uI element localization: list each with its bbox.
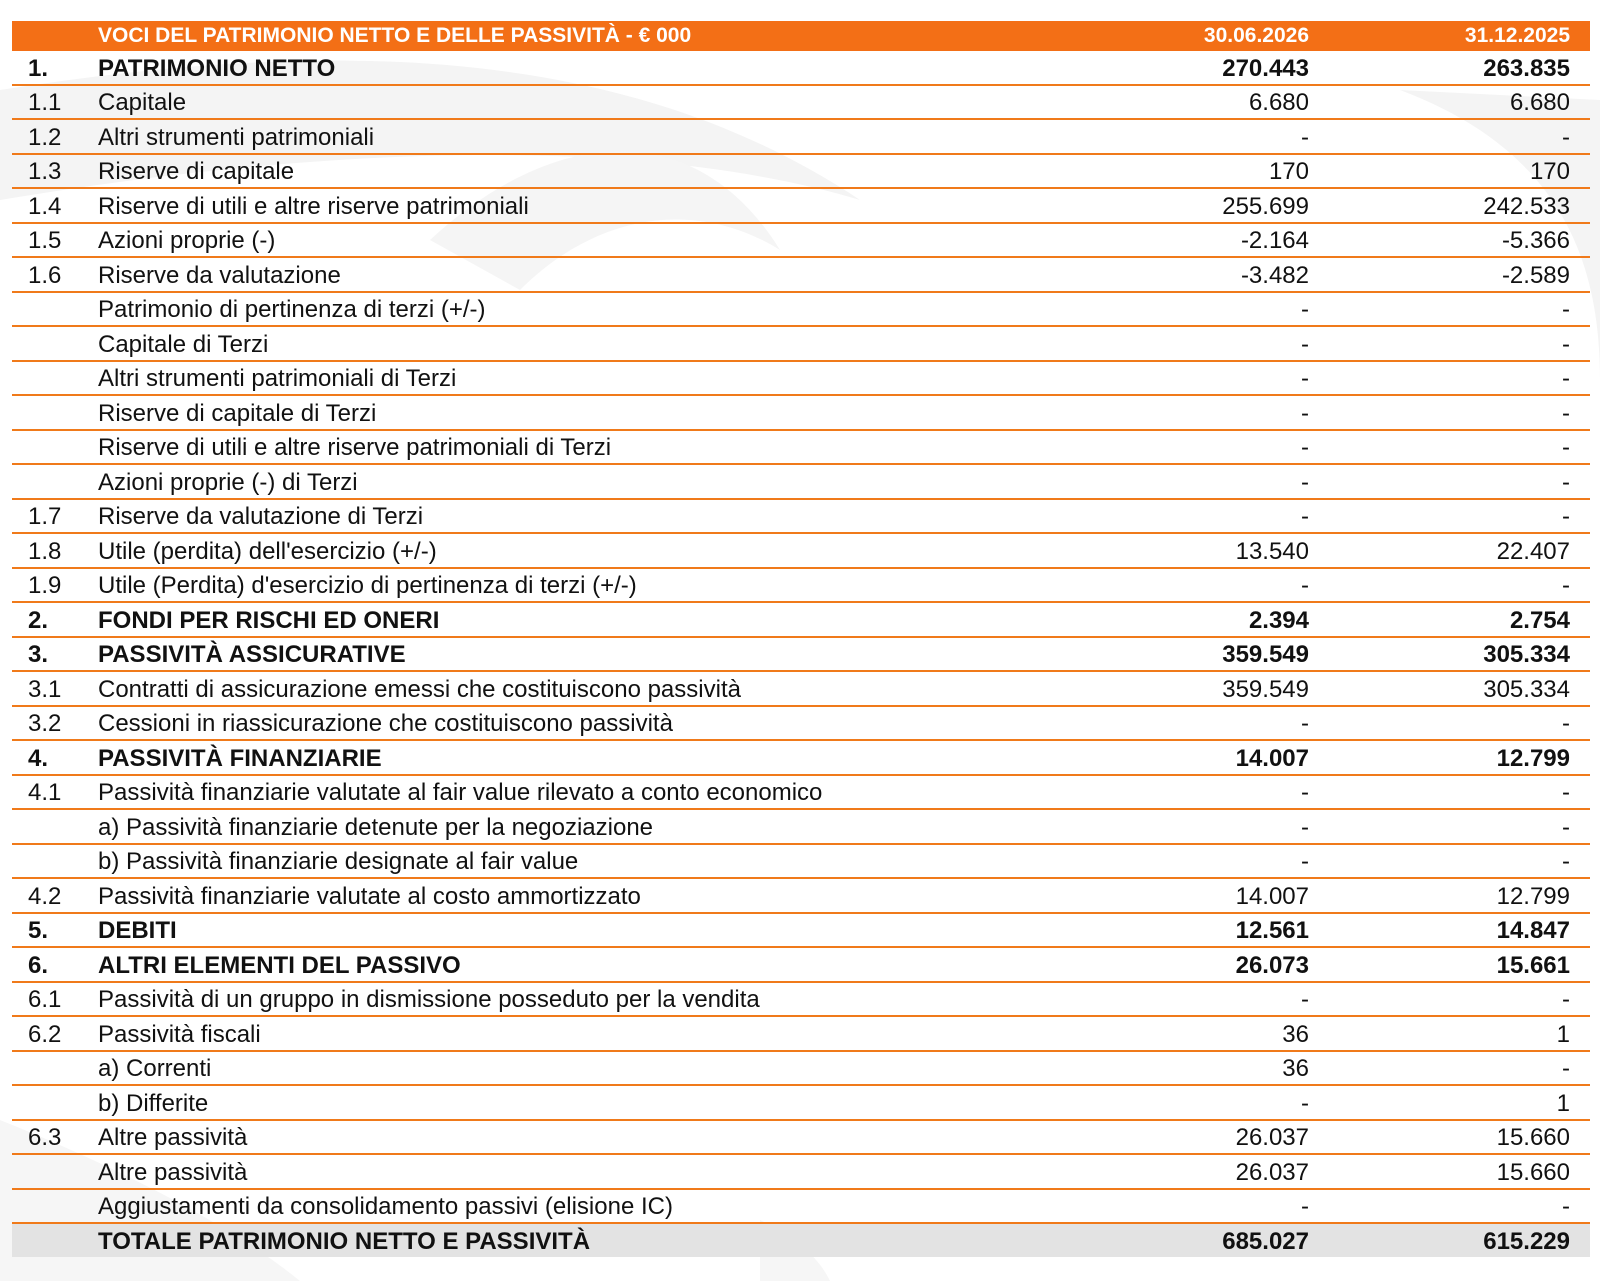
row-code: 3. [12,637,98,672]
row-value-2026: 13.540 [1070,533,1329,568]
row-value-2025: - [1329,119,1590,154]
row-value-2025: - [1329,361,1590,396]
row-label: Utile (perdita) dell'esercizio (+/-) [98,533,1070,568]
row-code: 1.9 [12,568,98,603]
row-label: Riserve di utili e altre riserve patrimoniali di Terzi [98,430,1070,465]
row-value-2026: 359.549 [1070,671,1329,706]
table-row [12,1120,1590,1155]
row-code [12,1189,98,1224]
row-code [12,809,98,844]
row-value-2025: 22.407 [1329,533,1590,568]
row-value-2025: 1 [1329,1085,1590,1120]
table-row [12,568,1590,603]
row-value-2025: - [1329,844,1590,879]
row-code: 6.2 [12,1016,98,1051]
row-value-2025: - [1329,1051,1590,1086]
table-row [12,257,1590,292]
row-value-2025: - [1329,568,1590,603]
row-code [12,292,98,327]
table-row [12,1154,1590,1189]
table-row [12,671,1590,706]
row-code [12,395,98,430]
table-row [12,50,1590,85]
table-row [12,430,1590,465]
row-value-2026: 14.007 [1070,878,1329,913]
table-row [12,154,1590,189]
table-row [12,740,1590,775]
row-value-2026: - [1070,1085,1329,1120]
row-code: 1.6 [12,257,98,292]
row-label: Riserve di utili e altre riserve patrimoniali [98,188,1070,223]
row-label: Riserve da valutazione [98,257,1070,292]
table-row [12,775,1590,810]
row-label: ALTRI ELEMENTI DEL PASSIVO [98,947,1070,982]
row-code: 1.1 [12,85,98,120]
row-code: 6. [12,947,98,982]
row-code: 1.4 [12,188,98,223]
table-row [12,85,1590,120]
row-label: b) Passività finanziarie designate al fair value [98,844,1070,879]
row-value-2026: - [1070,1189,1329,1224]
row-value-2026: 26.073 [1070,947,1329,982]
table-row [12,326,1590,361]
row-code: 1.5 [12,223,98,258]
row-label: Riserve di capitale di Terzi [98,395,1070,430]
table-row [12,637,1590,672]
row-value-2025: - [1329,395,1590,430]
row-label: b) Differite [98,1085,1070,1120]
row-value-2025: 15.660 [1329,1120,1590,1155]
row-value-2026: 36 [1070,1051,1329,1086]
total-row [12,1223,1590,1257]
row-code: 1.8 [12,533,98,568]
row-value-2026: 2.394 [1070,602,1329,637]
row-code [12,430,98,465]
table-row [12,533,1590,568]
row-value-2025: - [1329,430,1590,465]
row-value-2025: 305.334 [1329,637,1590,672]
table-row [12,464,1590,499]
row-value-2025: 263.835 [1329,50,1590,85]
row-value-2025: 305.334 [1329,671,1590,706]
row-value-2025: 15.660 [1329,1154,1590,1189]
row-label: Altri strumenti patrimoniali di Terzi [98,361,1070,396]
row-value-2026: - [1070,844,1329,879]
row-value-2025: 12.799 [1329,740,1590,775]
row-value-2026: 270.443 [1070,50,1329,85]
row-value-2026: - [1070,706,1329,741]
row-code [12,361,98,396]
row-value-2026: - [1070,430,1329,465]
row-value-2026: - [1070,361,1329,396]
row-value-2026: 12.561 [1070,913,1329,948]
row-value-2026: 359.549 [1070,637,1329,672]
row-value-2026: - [1070,292,1329,327]
row-label: Utile (Perdita) d'esercizio di pertinenza di terzi (+/-) [98,568,1070,603]
table-row [12,982,1590,1017]
row-value-2026: 6.680 [1070,85,1329,120]
row-label: PATRIMONIO NETTO [98,50,1070,85]
balance-sheet-table [12,21,1590,1257]
row-value-2025: 1 [1329,1016,1590,1051]
table-row [12,1051,1590,1086]
row-value-2025: - [1329,1189,1590,1224]
row-code [12,844,98,879]
row-code: 1.7 [12,499,98,534]
row-label: a) Correnti [98,1051,1070,1086]
total-value-2025: 615.229 [1329,1223,1590,1257]
row-code: 1.3 [12,154,98,189]
row-label: Passività fiscali [98,1016,1070,1051]
row-value-2026: 170 [1070,154,1329,189]
row-code [12,326,98,361]
row-label: Altre passività [98,1154,1070,1189]
row-value-2025: 6.680 [1329,85,1590,120]
row-code [12,1085,98,1120]
row-value-2026: -3.482 [1070,257,1329,292]
row-label: PASSIVITÀ ASSICURATIVE [98,637,1070,672]
header-title: VOCI DEL PATRIMONIO NETTO E DELLE PASSIVITÀ - € 000 [98,21,1070,50]
row-code: 4.1 [12,775,98,810]
table-row [12,119,1590,154]
row-value-2026: - [1070,775,1329,810]
row-value-2026: - [1070,119,1329,154]
row-value-2025: - [1329,292,1590,327]
table-row [12,361,1590,396]
row-label: DEBITI [98,913,1070,948]
row-label: Capitale [98,85,1070,120]
row-label: Aggiustamenti da consolidamento passivi (elisione IC) [98,1189,1070,1224]
total-value-2026: 685.027 [1070,1223,1329,1257]
table-row [12,499,1590,534]
row-value-2026: - [1070,326,1329,361]
row-value-2025: 170 [1329,154,1590,189]
table-row [12,1085,1590,1120]
table-row [12,188,1590,223]
table-row [12,947,1590,982]
table-row [12,844,1590,879]
row-code [12,464,98,499]
row-label: Riserve da valutazione di Terzi [98,499,1070,534]
row-value-2026: 26.037 [1070,1120,1329,1155]
row-code: 6.3 [12,1120,98,1155]
row-value-2025: - [1329,464,1590,499]
table-row [12,706,1590,741]
row-code [12,1051,98,1086]
row-value-2026: 255.699 [1070,188,1329,223]
row-value-2026: - [1070,499,1329,534]
row-label: Passività finanziarie valutate al fair value rilevato a conto economico [98,775,1070,810]
row-label: Passività di un gruppo in dismissione posseduto per la vendita [98,982,1070,1017]
table-row [12,1016,1590,1051]
table-header-row [12,21,1590,50]
row-code [12,1154,98,1189]
table-row [12,292,1590,327]
row-label: FONDI PER RISCHI ED ONERI [98,602,1070,637]
row-value-2025: 242.533 [1329,188,1590,223]
row-code: 3.2 [12,706,98,741]
row-value-2026: - [1070,395,1329,430]
row-value-2026: - [1070,464,1329,499]
row-value-2026: - [1070,568,1329,603]
row-code: 2. [12,602,98,637]
row-label: Azioni proprie (-) di Terzi [98,464,1070,499]
table-row [12,395,1590,430]
row-value-2025: - [1329,326,1590,361]
header-col-2025: 31.12.2025 [1329,21,1590,50]
row-label: Capitale di Terzi [98,326,1070,361]
row-value-2025: - [1329,982,1590,1017]
row-label: Cessioni in riassicurazione che costituiscono passività [98,706,1070,741]
row-value-2026: 14.007 [1070,740,1329,775]
row-value-2025: - [1329,809,1590,844]
row-value-2025: -5.366 [1329,223,1590,258]
table-row [12,1189,1590,1224]
row-code: 1.2 [12,119,98,154]
row-label: Azioni proprie (-) [98,223,1070,258]
row-code: 5. [12,913,98,948]
row-code: 1. [12,50,98,85]
total-label: TOTALE PATRIMONIO NETTO E PASSIVITÀ [98,1223,1070,1257]
row-code: 3.1 [12,671,98,706]
row-code: 4.2 [12,878,98,913]
row-value-2025: 15.661 [1329,947,1590,982]
row-value-2026: 26.037 [1070,1154,1329,1189]
table-row [12,602,1590,637]
table-row [12,809,1590,844]
total-code [12,1223,98,1257]
row-value-2025: - [1329,499,1590,534]
row-value-2025: 12.799 [1329,878,1590,913]
row-value-2025: - [1329,706,1590,741]
row-value-2025: - [1329,775,1590,810]
row-label: a) Passività finanziarie detenute per la negoziazione [98,809,1070,844]
row-value-2026: - [1070,809,1329,844]
row-label: PASSIVITÀ FINANZIARIE [98,740,1070,775]
row-value-2026: - [1070,982,1329,1017]
row-label: Riserve di capitale [98,154,1070,189]
row-code: 4. [12,740,98,775]
row-value-2026: 36 [1070,1016,1329,1051]
table-row [12,223,1590,258]
row-value-2025: 2.754 [1329,602,1590,637]
row-label: Patrimonio di pertinenza di terzi (+/-) [98,292,1070,327]
row-label: Altre passività [98,1120,1070,1155]
header-col-2026: 30.06.2026 [1070,21,1329,50]
row-code: 6.1 [12,982,98,1017]
row-value-2026: -2.164 [1070,223,1329,258]
row-label: Passività finanziarie valutate al costo ammortizzato [98,878,1070,913]
row-value-2025: -2.589 [1329,257,1590,292]
header-code-cell [12,21,98,50]
table-row [12,878,1590,913]
row-value-2025: 14.847 [1329,913,1590,948]
row-label: Altri strumenti patrimoniali [98,119,1070,154]
table-row [12,913,1590,948]
row-label: Contratti di assicurazione emessi che costituiscono passività [98,671,1070,706]
